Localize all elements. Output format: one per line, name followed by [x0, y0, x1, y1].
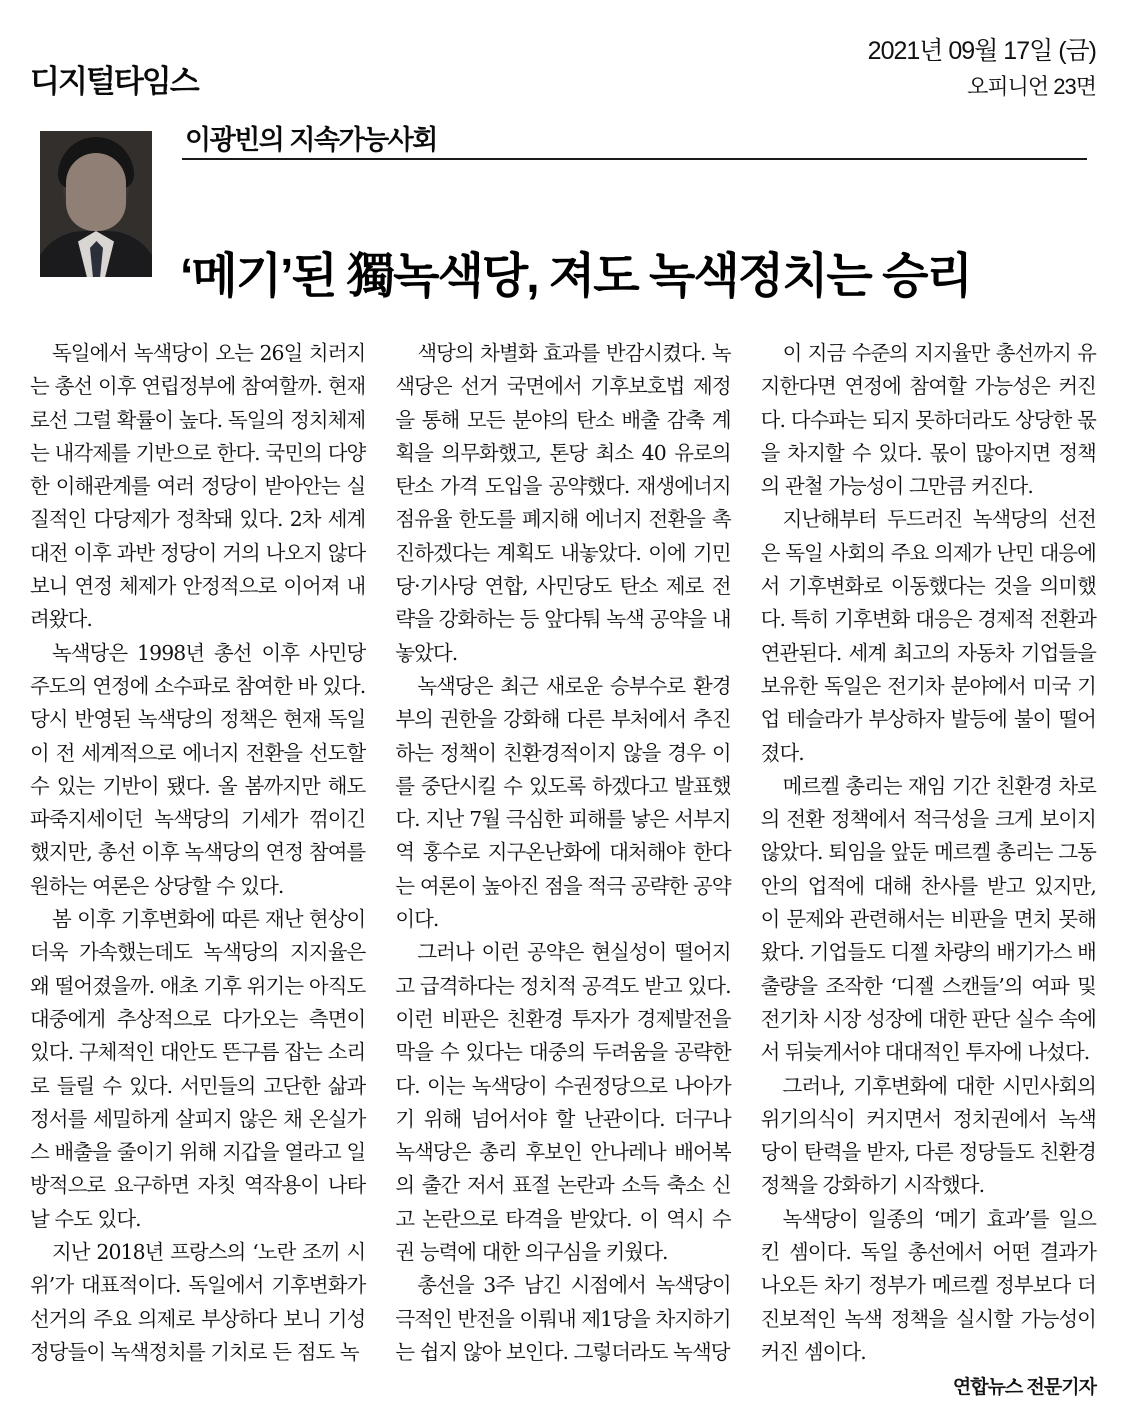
paragraph: 지난해부터 두드러진 녹색당의 선전은 독일 사회의 주요 의제가 난민 대응에서 기후변화로 이동했다는 것을 의미했다. 특히 기후변화 대응은 경제적 전환과 연관된다. 세계 최고의 자동차 기업들을 보유한 독일은 전기차 분야에서 미국 기업 테슬라가 부상하자 발등에 불이 떨어졌다.	[760, 507, 1096, 765]
article-byline: 연합뉴스 전문기자	[952, 1377, 1096, 1399]
portrait-face	[66, 153, 126, 231]
section-page: 오피니언 23면	[967, 74, 1096, 99]
article-column-1	[30, 337, 366, 1364]
paragraph: 녹색당은 1998년 총선 이후 사민당 주도의 연정에 소수파로 참여한 바 있다. 당시 반영된 녹색당의 정책은 현재 독일이 전 세계적으로 에너지 전환을 선도할 수 있는 기반이 됐다. 올 봄까지만 해도 파죽지세이던 녹색당의 기세가 꺾이긴 했지만, 총선 이후 녹색당의 연정 참여를 원하는 여론은 상당할 수 있다.	[30, 640, 366, 898]
paragraph: 그러나, 기후변화에 대한 시민사회의 위기의식이 커지면서 정치권에서 녹색당이 탄력을 받자, 다른 정당들도 친환경 정책을 강화하기 시작했다.	[760, 1073, 1096, 1198]
paragraph: 총선을 3주 남긴 시점에서 녹색당이 극적인 반전을 이뤄내 제1당을 차지하기는 쉽지 않아 보인다. 그렇더라도 녹색당	[395, 1273, 731, 1364]
paragraph: 지난 2018년 프랑스의 ‘노란 조끼 시위’가 대표적이다. 독일에서 기후변화가 선거의 주요 의제로 부상하다 보니 기성 정당들이 녹색정치를 기치로 든 점도 녹	[30, 1240, 366, 1364]
paragraph: 봄 이후 기후변화에 따른 재난 현상이 더욱 가속했는데도 녹색당의 지지율은 왜 떨어졌을까. 애초 기후 위기는 아직도 대중에게 추상적으로 다가오는 측면이 있다. 구체적인 대안도 뜬구름 잡는 소리로 들릴 수 있다. 서민들의 고단한 삶과 정서를 세밀하게 살피지 않은 채 온실가스 배출을 줄이기 위해 지갑을 열라고 일방적으로 요구하면 자칫 역작용이 나타날 수도 있다.	[30, 907, 366, 1231]
masthead	[0, 26, 1126, 106]
issue-date: 2021년 09월 17일 (금)	[867, 37, 1096, 65]
article-column-2	[395, 337, 731, 1364]
paragraph: 녹색당은 최근 새로운 승부수로 환경부의 권한을 강화해 다른 부처에서 추진하는 정책이 친환경적이지 않을 경우 이를 중단시킬 수 있도록 하겠다고 발표했다. 지난 7월 극심한 피해를 낳은 서부지역 홍수로 지구온난화에 대처해야 한다는 여론이 높아진 점을 적극 공략한 공약이다.	[395, 673, 731, 932]
column-series-title: 이광빈의 지속가능사회	[185, 125, 437, 155]
header-divider	[182, 158, 1087, 160]
article-column-3	[760, 337, 1096, 1399]
paragraph: 이 지금 수준의 지지율만 총선까지 유지한다면 연정에 참여할 가능성은 커진다. 다수파는 되지 못하더라도 상당한 몫을 차지할 수 있다. 몫이 많아지면 정책의 관철 가능성이 그만큼 커진다.	[760, 341, 1096, 499]
article-headline: ‘메기’된 獨녹색당, 져도 녹색정치는 승리	[180, 250, 971, 304]
paragraph: 색당의 차별화 효과를 반감시켰다. 녹색당은 선거 국면에서 기후보호법 제정을 통해 모든 분야의 탄소 배출 감축 계획을 의무화했고, 톤당 최소 40 유로의 탄소 가격 도입을 공약했다. 재생에너지 점유율 한도를 폐지해 에너지 전환을 촉진하겠다는 계획도 내놓았다. 이에 기민당·기사당 연합, 사민당도 탄소 제로 전략을 강화하는 등 앞다퉈 녹색 공약을 내놓았다.	[395, 341, 731, 665]
newspaper-logo: 디지털타임스	[30, 64, 198, 99]
paragraph: 독일에서 녹색당이 오는 26일 치러지는 총선 이후 연립정부에 참여할까. 현재로선 그럴 확률이 높다. 독일의 정치체제는 내각제를 기반으로 한다. 국민의 다양한 이해관계를 여러 정당이 받아안는 실질적인 다당제가 정착돼 있다. 2차 세계대전 이후 과반 정당이 거의 나오지 않다 보니 연정 체제가 안정적으로 이어져 내려왔다.	[30, 341, 366, 632]
paragraph: 메르켈 총리는 재임 기간 친환경 차로의 전환 정책에서 적극성을 크게 보이지 않았다. 퇴임을 앞둔 메르켈 총리는 그동안의 업적에 대해 찬사를 받고 있지만, 이 문제와 관련해서는 비판을 면치 못해왔다. 기업들도 디젤 차량의 배기가스 배출량을 조작한 ‘디젤 스캔들’의 여파 및 전기차 시장 성장에 대한 판단 실수 속에서 뒤늦게서야 대대적인 투자에 나섰다.	[760, 773, 1096, 1065]
article-body	[30, 337, 1096, 1399]
paragraph: 그러나 이런 공약은 현실성이 떨어지고 급격하다는 정치적 공격도 받고 있다. 이런 비판은 친환경 투자가 경제발전을 막을 수 있다는 대중의 두려움을 공략한다. 이는 녹색당이 수권정당으로 나아가기 위해 넘어서야 할 난관이다. 더구나 녹색당은 총리 후보인 안나레나 배어복의 출간 저서 표절 논란과 소득 축소 신고 논란으로 타격을 받았다. 이 역시 수권 능력에 대한 의구심을 키웠다.	[395, 940, 731, 1265]
paragraph: 녹색당이 일종의 ‘메기 효과’를 일으킨 셈이다. 독일 총선에서 어떤 결과가 나오든 차기 정부가 메르켈 정부보다 더 진보적인 녹색 정책을 실시할 가능성이 커진 셈이다.	[760, 1206, 1096, 1364]
columnist-portrait	[40, 131, 152, 277]
